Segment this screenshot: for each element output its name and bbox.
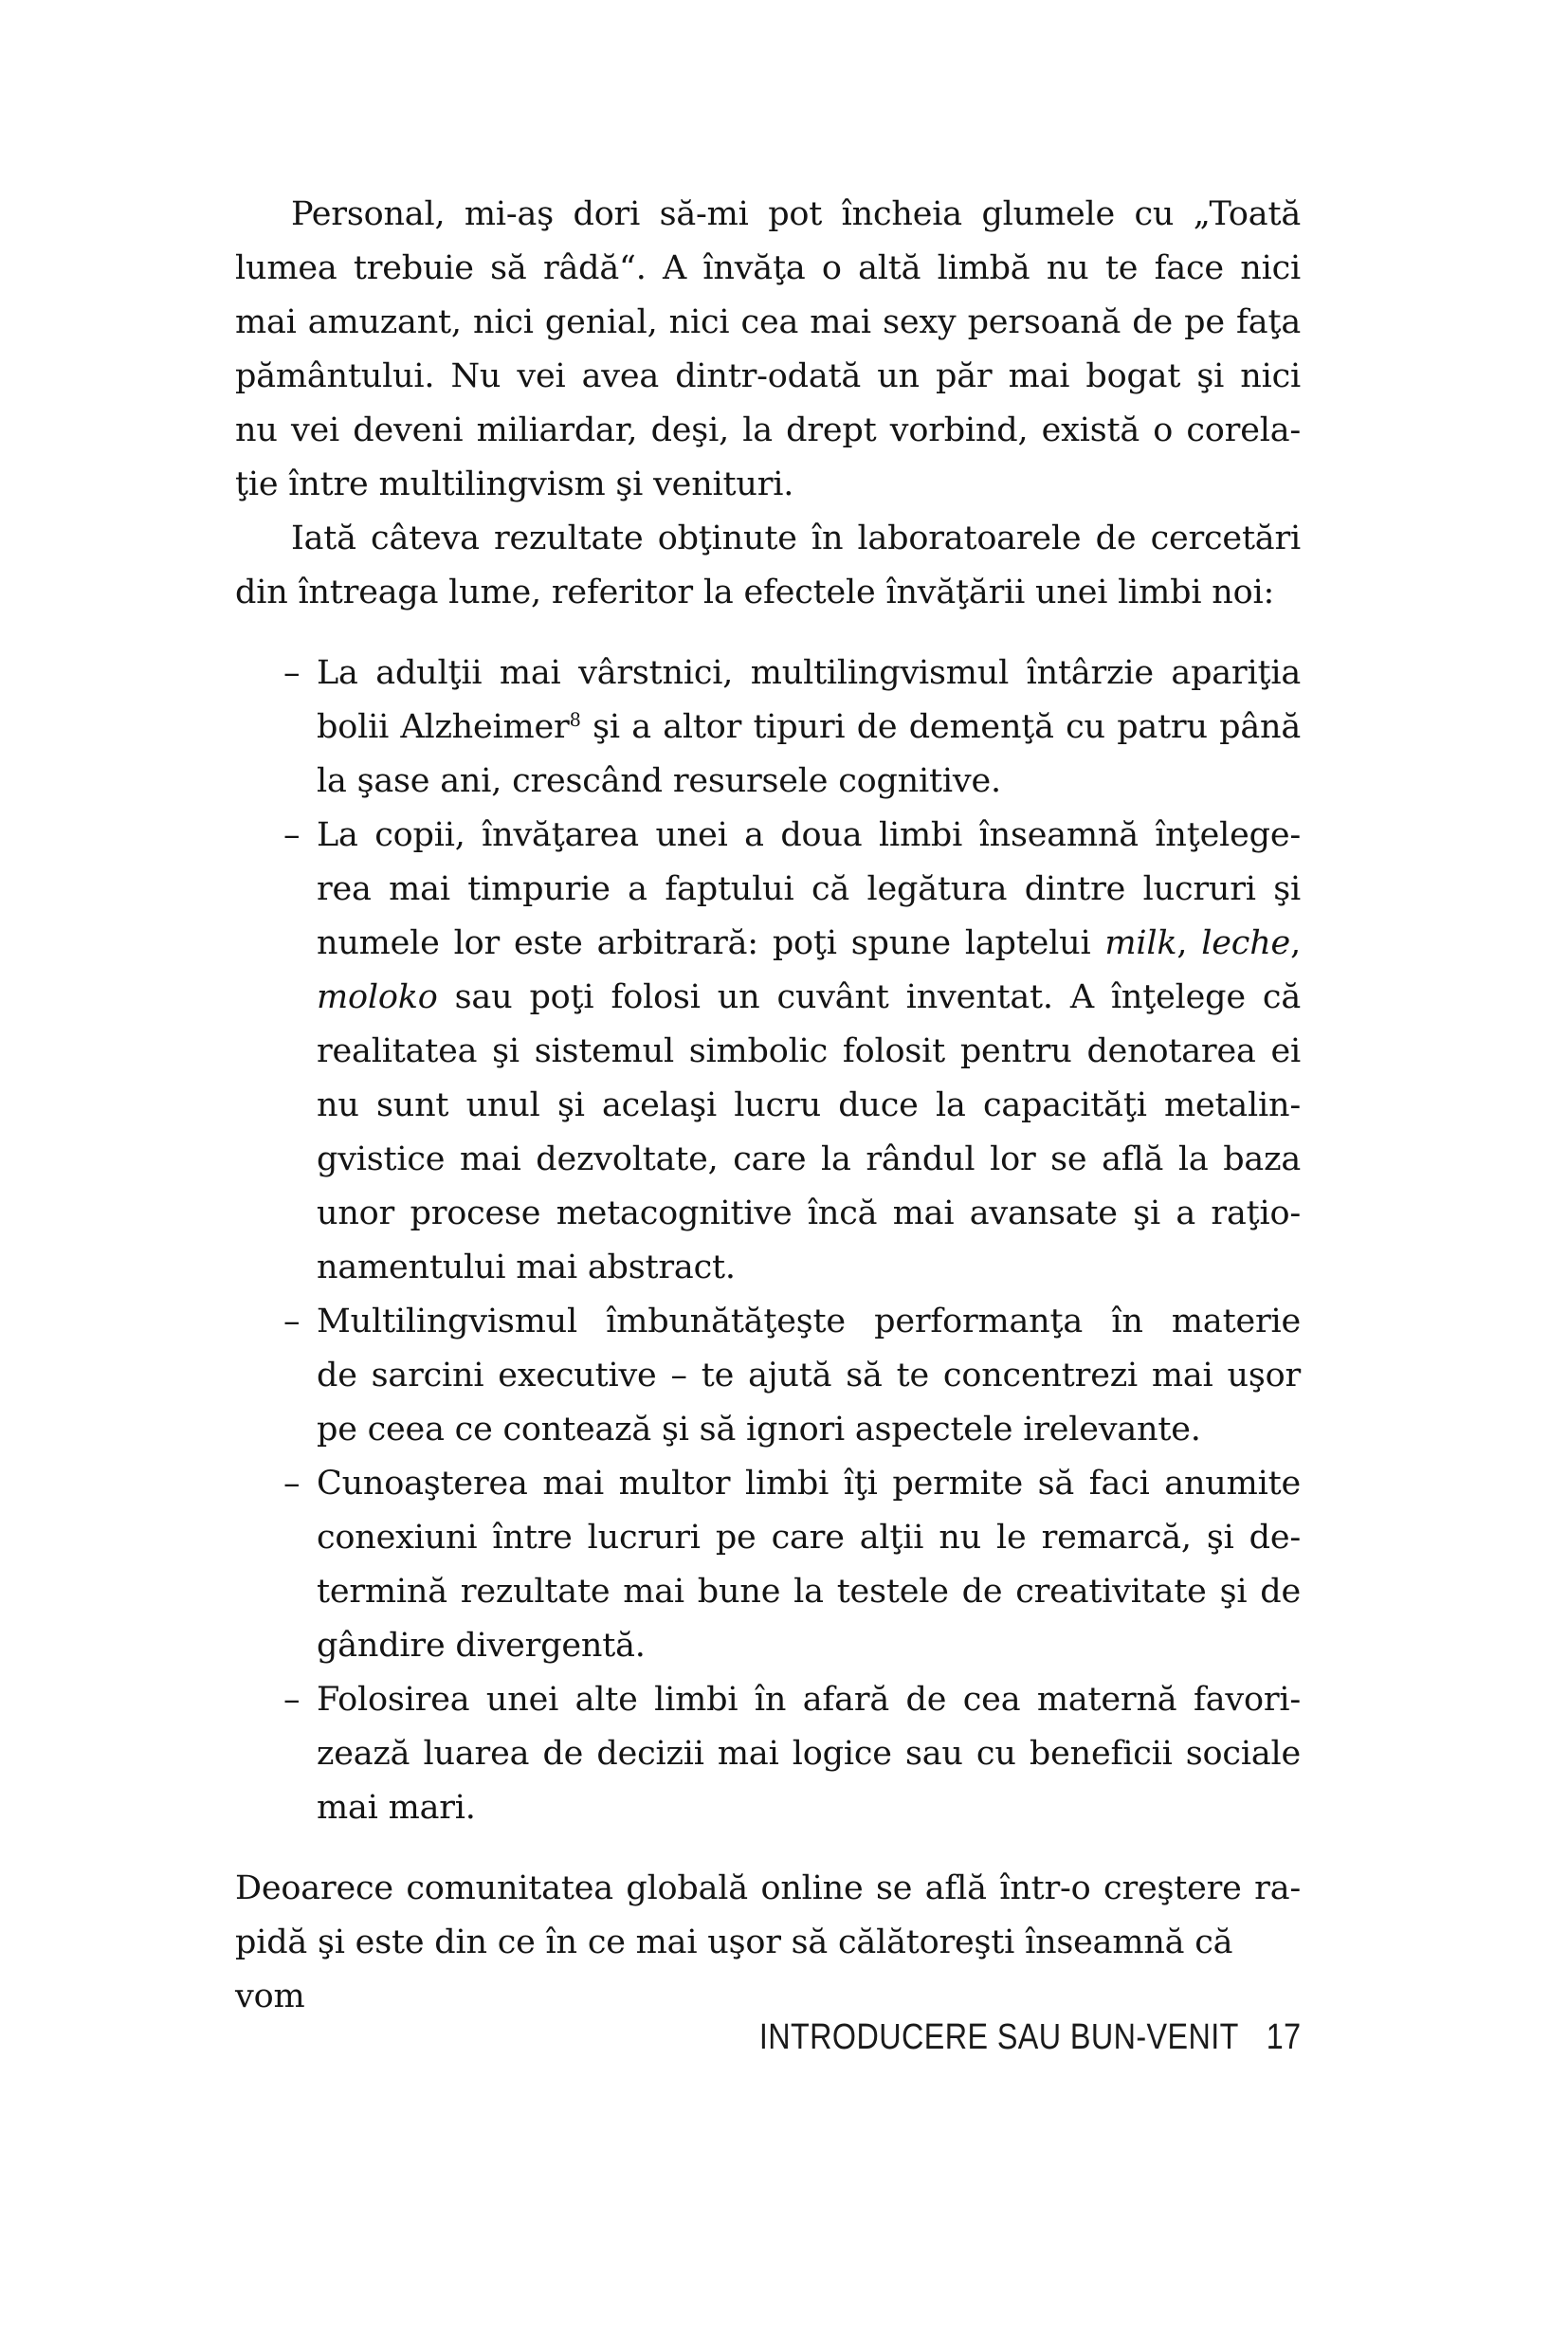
text-line: realitatea şi sistemul simbolic folosit pentru denotarea ei [317, 1032, 1301, 1070]
text-line: ţie între multilingvism şi venituri. [235, 465, 794, 503]
list-item [235, 1295, 1301, 1457]
page-number: 17 [1266, 2017, 1301, 2057]
text-line: termină rezultate mai bune la testele de creativitate şi de [317, 1573, 1301, 1611]
text-line: Deoarece comunitatea globală online se află într-o creştere ra- [235, 1869, 1301, 1907]
text-line: Iată câteva rezultate obţinute în laboratoarele de cercetări [291, 519, 1301, 557]
page-text [235, 188, 1301, 2024]
paragraph [235, 1862, 1301, 2024]
effects-list [235, 647, 1301, 1835]
list-item [235, 809, 1301, 1295]
paragraph [235, 512, 1301, 620]
dash-bullet: – [283, 1465, 301, 1503]
text-line: La adulţii mai vârstnici, multilingvismul întârzie apariţia [317, 654, 1301, 692]
text-line: zează luarea de decizii mai logice sau cu beneficii sociale [317, 1735, 1301, 1773]
text-line: Folosirea unei alte limbi în afară de cea maternă favori- [317, 1681, 1301, 1719]
dash-bullet: – [283, 654, 301, 692]
text-line: Cunoaşterea mai multor limbi îţi permite să faci anumite [317, 1465, 1301, 1503]
text-line: mai mari. [317, 1789, 476, 1827]
text-line: bolii Alzheimer$^8$ şi a altor tipuri de demenţă cu patru până [317, 708, 1301, 746]
text-line: nu sunt unul şi acelaşi lucru duce la capacităţi metalin- [317, 1086, 1301, 1124]
text-line: lumea trebuie să râdă“. A învăţa o altă limbă nu te face nici [235, 249, 1301, 287]
text-line: din întreaga lume, referitor la efectele învăţării unei limbi noi: [235, 574, 1275, 611]
page-footer [758, 2015, 1301, 2059]
list-item [235, 1457, 1301, 1673]
list-item [235, 647, 1301, 809]
dash-bullet: – [283, 1303, 301, 1340]
text-line: rea mai timpurie a faptului că legătura dintre lucruri şi [317, 870, 1301, 908]
text-line: nu vei deveni miliardar, deşi, la drept vorbind, există o corela- [235, 411, 1301, 449]
dash-bullet: – [283, 816, 301, 854]
text-line: numele lor este arbitrară: poţi spune laptelui milk, leche, [317, 924, 1301, 962]
text-line: gvistice mai dezvoltate, care la rândul lor se află la baza [317, 1140, 1301, 1178]
text-line: la şase ani, crescând resursele cognitive. [317, 762, 1001, 800]
paragraph [235, 188, 1301, 512]
text-line: pământului. Nu vei avea dintr-odată un păr mai bogat şi nici [235, 357, 1301, 395]
list-item [235, 1673, 1301, 1835]
running-head: INTRODUCERE SAU BUN-VENIT [758, 2017, 1239, 2057]
text-line: Personal, mi-aş dori să-mi pot încheia glumele cu „Toată [291, 195, 1301, 233]
text-line: unor procese metacognitive încă mai avansate şi a raţio- [317, 1194, 1301, 1232]
text-line: mai amuzant, nici genial, nici cea mai sexy persoană de pe faţa [235, 303, 1301, 341]
text-line: pidă şi este din ce în ce mai uşor să călătoreşti înseamnă că vom [235, 1923, 1233, 2015]
dash-bullet: – [283, 1681, 301, 1719]
text-line: moloko sau poţi folosi un cuvânt inventat. A înţelege că [317, 978, 1301, 1016]
text-line: de sarcini executive – te ajută să te concentrezi mai uşor [317, 1357, 1301, 1394]
text-line: gândire divergentă. [317, 1627, 646, 1665]
text-line: namentului mai abstract. [317, 1248, 736, 1286]
text-line: Multilingvismul îmbunătăţeşte performanţa în materie [317, 1303, 1301, 1340]
text-line: conexiuni între lucruri pe care alţii nu le remarcă, şi de- [317, 1519, 1301, 1557]
text-line: pe ceea ce contează şi să ignori aspectele irelevante. [317, 1411, 1201, 1449]
text-line: La copii, învăţarea unei a doua limbi înseamnă înţelege- [317, 816, 1301, 854]
